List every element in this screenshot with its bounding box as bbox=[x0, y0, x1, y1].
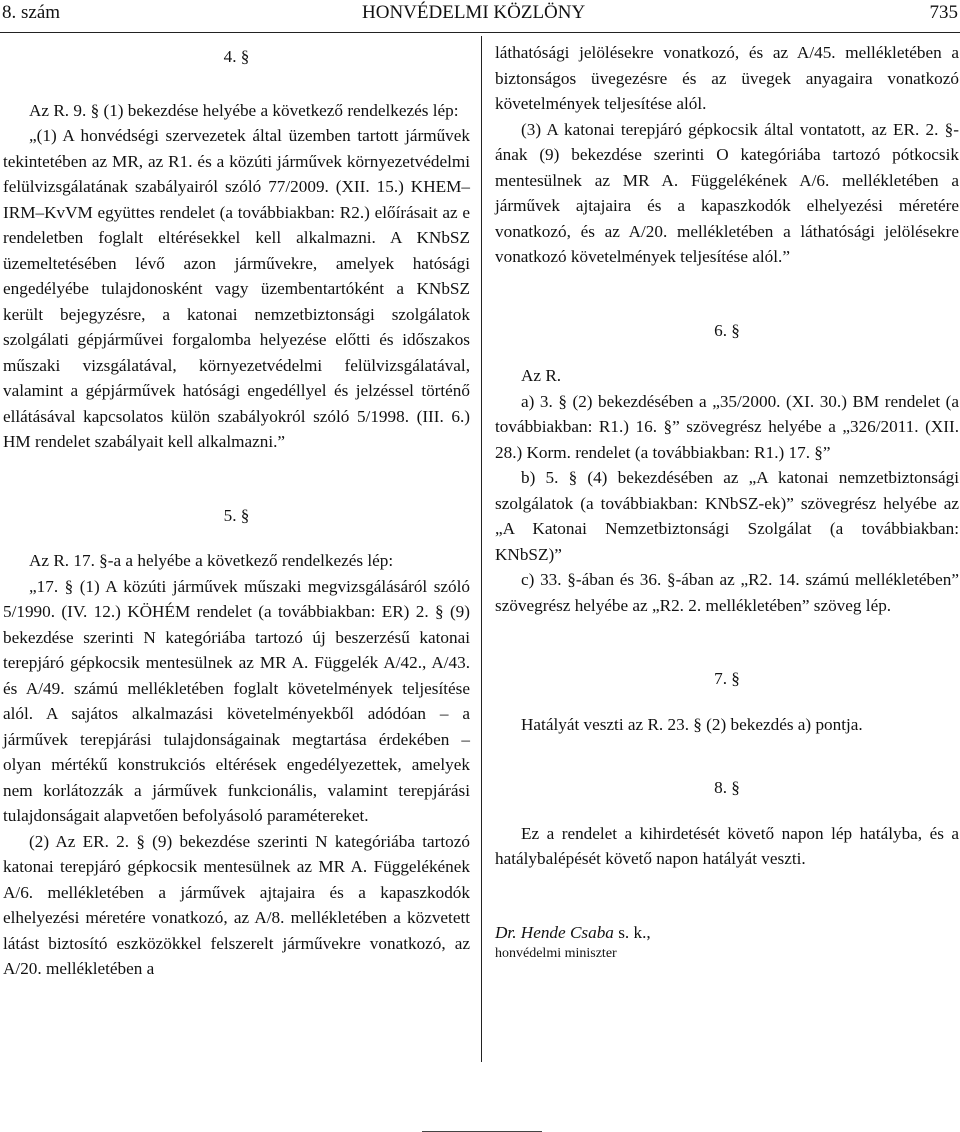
continued-text: láthatósági jelölésekre vonatkozó, és az A/45. mellékletében a biztonságos üvegezésre és az üvegek anyagaira vonatkozó követelmények teljesítése alól. bbox=[495, 43, 959, 113]
section-7-body: Hatályát veszti az R. 23. § (2) bekezdés a) pontja. bbox=[521, 714, 863, 734]
issue-number: 8. szám bbox=[2, 2, 61, 23]
section-8-body: Ez a rendelet a kihirdetését követő napon lép hatályba, és a hatálybalépését követő napon hatályát veszti. bbox=[495, 823, 959, 868]
section-5-para-2: (2) Az ER. 2. § (9) bekezdése szerinti N kategóriába tartozó katonai terepjáró gépkocsik mentesülnek az MR A. Függelékének A/6. mellékletében a járművek ajtajaira és a kapaszkodók elhelyezési méretére vonatkozó, az A/8. mellékletében a közvetett látást biztosító eszközökkel felszerelt járművekre vonatkozó, az A/20. mellékletében a bbox=[3, 831, 470, 978]
section-5-para-1: „17. § (1) A közúti járművek műszaki megvizsgálásáról szóló 5/1990. (IV. 12.) KÖHÉM rendelet (a továbbiakban: ER) 2. § (9) bekezdése szerinti N kategóriába tartozó új beszerzésű katonai terepjáró gépkocsik mentesülnek az MR A. Függelék A/42., A/43. és A/49. számú mellékletében foglalt követelmények teljesítése alól. A sajátos alkalmazási követelményekből adódóan – a járművek terepjárási tulajdonságainak megtartása érdekében – olyan mértékű konstrukciós eltérések engedélyezettek, amelyek nem korlátozzák a járművek funkcionális, valamint terepjárási tulajdonságait alapvetően befolyásoló paramétereket. bbox=[3, 576, 470, 825]
section-5-title: 5. § bbox=[223, 505, 250, 525]
section-8-title: 8. § bbox=[714, 778, 740, 797]
section-6-title: 6. § bbox=[714, 320, 740, 340]
page-header bbox=[0, 2, 960, 28]
section-4-body: „(1) A honvédségi szervezetek által üzemben tartott járművek tekintetében az MR, az R1. és a közúti járművek környezetvédelmi felülvizsgálatának szabályairól szóló 77/2009. (XII. 15.) KHEM–IRM–KvVM együttes rendelet (a továbbiakban: R2.) előírásait az e rendeletben foglalt eltérésekkel kell alkalmazni. A KNbSZ üzemeltetésében lévő azon járművekre, amelyek hatósági engedélyébe tulajdonosként vagy üzembentartóként a KNbSZ került bejegyzésre, a katonai nemzetbiztonsági szolgálatok szolgálati gépjárművei forgalomba helyezése előtti és időszakos műszaki vizsgálatával, környezetvédelmi felülvizsgálatával, valamint a gépjárművek hatósági engedéllyel és jelzéssel történő ellátásával kapcsolatos külön szabályokról szóló 5/1998. (III. 6.) HM rendelet szabályait kell alkalmazni.” bbox=[3, 126, 470, 451]
signature-line bbox=[495, 920, 959, 946]
section-4-intro: Az R. 9. § (1) bekezdése helyébe a következő rendelkezés lép: bbox=[29, 100, 459, 120]
section-6-item-c: c) 33. §-ában és 36. §-ában az „R2. 14. számú mellékletében” szövegrész helyébe az „R2. 2. mellékletében” szöveg lép. bbox=[495, 570, 959, 615]
column-divider bbox=[481, 36, 482, 1062]
section-6-item-a: a) 3. § (2) bekezdésében a „35/2000. (XI. 30.) BM rendelet (a továbbiakban: R1.) 16. §” szövegrész helyébe a „326/2011. (XII. 28.) Korm. rendelet (a továbbiakban: R1.) 17. §” bbox=[495, 391, 959, 462]
section-6-item-b: b) 5. § (4) bekezdésében az „A katonai nemzetbiztonsági szolgálatok (a továbbiakban: KNbSZ-ek)” szövegrész helyébe az „A Katonai Nemzetbiztonsági Szolgálat (a továbbiakban: KNbSZ)” bbox=[495, 468, 959, 564]
signatory-suffix: s. k., bbox=[613, 922, 651, 942]
right-column bbox=[495, 40, 959, 963]
signatory-name: Dr. Hende Csaba bbox=[495, 922, 614, 942]
signatory-role: honvédelmi miniszter bbox=[495, 946, 617, 961]
section-6-intro: Az R. bbox=[521, 366, 562, 385]
page-number: 735 bbox=[929, 2, 958, 23]
section-7-title: 7. § bbox=[714, 669, 740, 688]
section-5-intro: Az R. 17. §-a a helyébe a következő rendelkezés lép: bbox=[29, 551, 394, 570]
section-4-title: 4. § bbox=[223, 47, 250, 66]
header-rule bbox=[0, 32, 960, 33]
section-5-para-3: (3) A katonai terepjáró gépkocsik által vontatott, az ER. 2. §-ának (9) bekezdése szerinti O kategóriába tartozó pótkocsik mentesülnek az MR A. Függelékének A/6. mellékletében a járművek ajtajaira és a kapaszkodók elhelyezési méretére vonatkozó, és az A/20. mellékletében a láthatósági jelölésekre vonatkozó követelmények teljesítése alól.” bbox=[495, 119, 959, 266]
left-column bbox=[3, 40, 470, 982]
journal-title: HONVÉDELMI KÖZLÖNY bbox=[362, 2, 586, 23]
